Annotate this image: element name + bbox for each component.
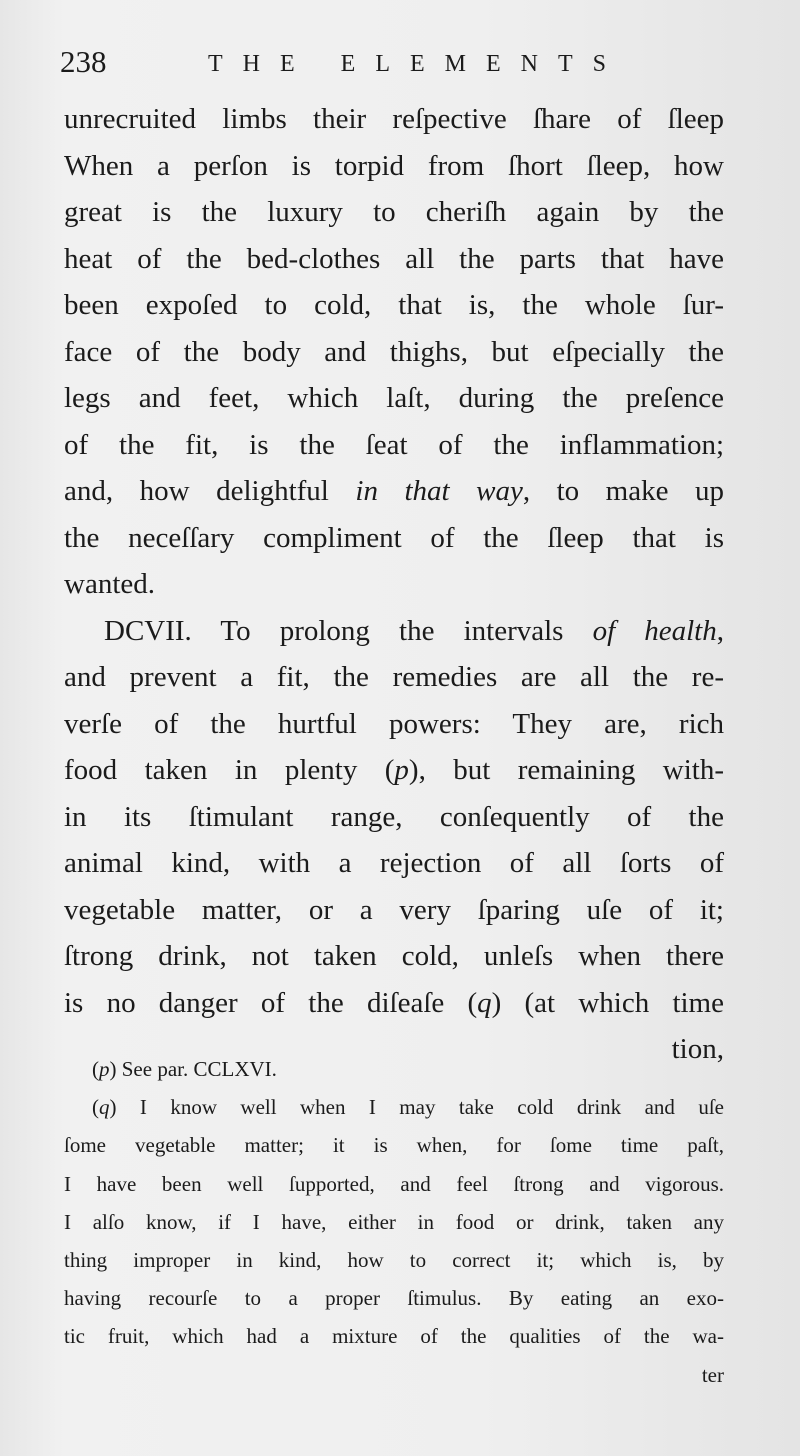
text-line xyxy=(64,980,724,1027)
text-line: in its ſtimulant range, conſequently of the xyxy=(64,800,724,833)
italic-phrase: of health xyxy=(592,614,717,647)
footnote-line: ſome vegetable matter; it is when, for ſome time paſt, xyxy=(64,1133,724,1158)
text-line: and prevent a fit, the remedies are all the re- xyxy=(64,661,724,693)
text-line: wanted. xyxy=(64,568,155,600)
text-line: verſe of the hurtful powers: They are, rich xyxy=(64,707,724,740)
footnote-text: I know well when I may take cold drink and uſe xyxy=(139,1095,724,1120)
page-number: 238 xyxy=(60,44,107,79)
body-text xyxy=(64,96,724,1073)
text-line: heat of the bed-clothes all the parts that have xyxy=(64,242,724,275)
text-line: face of the body and thighs, but eſpecially the xyxy=(64,335,724,368)
text-line xyxy=(64,468,724,515)
text-line: unrecruited limbs their reſpective ſhare of ſleep xyxy=(64,103,724,135)
text-segment: ), but remaining with- xyxy=(408,754,724,786)
text-line xyxy=(64,747,724,794)
text-line: legs and feet, which laſt, during the preſence xyxy=(64,382,724,414)
text-line: of the fit, is the ſeat of the inflammation; xyxy=(64,428,724,461)
footnote-text: See par. CCLXVI. xyxy=(121,1057,277,1081)
text-line: ſtrong drink, not taken cold, unleſs when there xyxy=(64,940,724,972)
text-segment: is no danger of the diſeaſe ( xyxy=(64,986,478,1019)
footnote-line: having recourſe to a proper ſtimulus. By eating an exo- xyxy=(64,1286,724,1311)
text-line: great is the luxury to cheriſh again by the xyxy=(64,196,724,228)
footnote-line: tic fruit, which had a mixture of the qualities of the wa- xyxy=(64,1324,724,1349)
paragraph-start-line xyxy=(64,608,724,655)
footnote-marker: p xyxy=(99,1057,110,1081)
footnote-line: I alſo know, if I have, either in food or drink, taken any xyxy=(64,1209,724,1234)
text-line: animal kind, with a rejection of all ſorts of xyxy=(64,847,724,879)
text-segment: food taken in plenty ( xyxy=(64,754,395,786)
footnote-marker: q xyxy=(99,1095,110,1120)
text-line: vegetable matter, or a very ſparing uſe of it; xyxy=(64,893,724,926)
footnote-line: thing improper in kind, how to correct it; which is, by xyxy=(64,1248,724,1273)
text-segment: ) (at which time xyxy=(491,986,724,1019)
text-segment: , to make up xyxy=(522,475,724,507)
text-segment: DCVII. To prolong the intervals xyxy=(104,614,593,647)
text-line: When a perſon is torpid from ſhort ſleep, how xyxy=(64,149,724,182)
footnote-p: (p) See par. CCLXVI. xyxy=(92,1057,277,1081)
footnotes xyxy=(64,1050,724,1394)
text-segment: , xyxy=(716,614,724,647)
page-header xyxy=(60,38,760,86)
text-line: the neceſſary compliment of the ſleep that is xyxy=(64,521,724,554)
footnote-ref-q: q xyxy=(477,986,492,1019)
footnote-ref-p: p xyxy=(394,754,409,786)
text-line: been expoſed to cold, that is, the whole ſur- xyxy=(64,289,724,321)
footnote-q: (q) I know well when I may take cold drink and uſe xyxy=(92,1095,724,1120)
running-head: THE ELEMENTS xyxy=(208,51,626,77)
text-segment: and, how delightful xyxy=(64,475,356,507)
footnote-catchword: ter xyxy=(701,1362,724,1387)
catchword: tion, xyxy=(671,1033,724,1065)
footnote-line: I have been well ſupported, and feel ſtrong and vigorous. xyxy=(64,1171,724,1196)
italic-phrase: in that way xyxy=(355,475,523,507)
